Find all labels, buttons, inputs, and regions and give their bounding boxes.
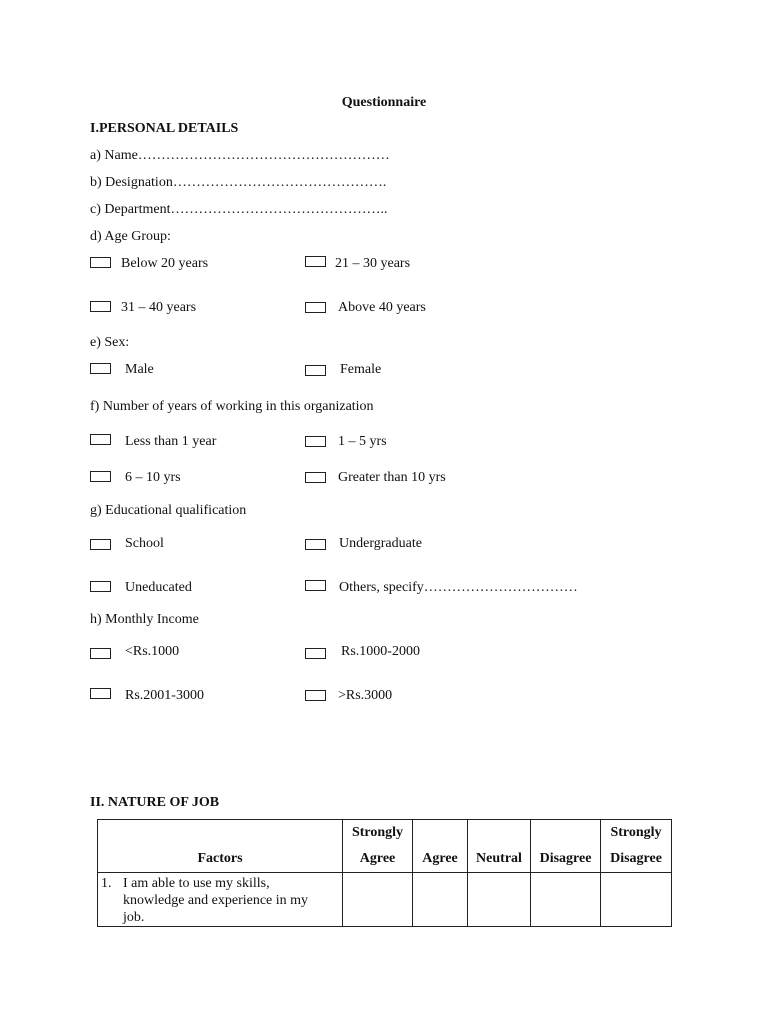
response-disagree-cell[interactable]	[531, 873, 601, 927]
edu-others-label[interactable]: Others, specify……………………………	[339, 580, 578, 595]
age-below-20-checkbox[interactable]	[90, 257, 111, 268]
years-1-5-label: 1 – 5 yrs	[338, 434, 387, 449]
income-gt-3000-label: >Rs.3000	[338, 688, 393, 703]
age-21-30-checkbox[interactable]	[305, 256, 326, 267]
strongly-agree-line1: Strongly	[351, 825, 404, 840]
edu-school-checkbox[interactable]	[90, 539, 111, 550]
years-greater-10-label: Greater than 10 yrs	[338, 470, 446, 485]
income-2001-3000-checkbox[interactable]	[90, 688, 111, 699]
neutral-header-text: Neutral	[476, 851, 522, 866]
age-above-40-label: Above 40 years	[338, 300, 426, 315]
age-31-40-checkbox[interactable]	[90, 301, 111, 312]
section-nature-of-job-heading: II. NATURE OF JOB	[90, 795, 220, 810]
table-row	[98, 873, 672, 927]
response-strongly-agree-cell[interactable]	[343, 873, 413, 927]
strongly-agree-line2: Agree	[359, 851, 396, 866]
income-gt-3000-checkbox[interactable]	[305, 690, 326, 701]
table-header-row	[98, 820, 672, 873]
response-agree-cell[interactable]	[413, 873, 468, 927]
department-field[interactable]: c) Department………………………………………..	[90, 202, 388, 217]
edu-others-checkbox[interactable]	[305, 580, 326, 591]
factors-header-text: Factors	[197, 851, 243, 866]
factor-number: 1.	[101, 876, 112, 891]
income-lt-1000-label: <Rs.1000	[125, 644, 180, 659]
years-1-5-checkbox[interactable]	[305, 436, 326, 447]
factor-text: I am able to use my skills, knowledge and experience in my job.	[123, 876, 309, 925]
years-6-10-checkbox[interactable]	[90, 471, 111, 482]
col-header-strongly-disagree	[601, 820, 672, 873]
response-strongly-disagree-cell[interactable]	[601, 873, 672, 927]
years-6-10-label: 6 – 10 yrs	[125, 470, 181, 485]
col-header-disagree	[531, 820, 601, 873]
income-label: h) Monthly Income	[90, 612, 199, 627]
income-1000-2000-label: Rs.1000-2000	[341, 644, 420, 659]
col-header-factors	[98, 820, 343, 873]
name-field[interactable]: a) Name………………………………………………	[90, 148, 390, 163]
agree-header-text: Agree	[422, 851, 458, 866]
edu-school-label: School	[125, 536, 164, 551]
age-21-30-label: 21 – 30 years	[335, 256, 411, 271]
years-less-1-label: Less than 1 year	[125, 434, 217, 449]
page-title: Questionnaire	[341, 95, 427, 110]
response-neutral-cell[interactable]	[468, 873, 531, 927]
designation-field[interactable]: b) Designation……………………………………….	[90, 175, 387, 190]
sex-male-label: Male	[125, 362, 154, 377]
education-label: g) Educational qualification	[90, 503, 247, 518]
sex-female-label: Female	[340, 362, 382, 377]
age-group-label: d) Age Group:	[90, 229, 171, 244]
strongly-disagree-line2: Disagree	[610, 851, 662, 866]
factor-cell	[98, 873, 343, 927]
age-below-20-label: Below 20 years	[121, 256, 209, 271]
nature-of-job-table	[97, 819, 672, 927]
edu-uneducated-checkbox[interactable]	[90, 581, 111, 592]
sex-male-checkbox[interactable]	[90, 363, 111, 374]
income-2001-3000-label: Rs.2001-3000	[125, 688, 204, 703]
years-greater-10-checkbox[interactable]	[305, 472, 326, 483]
age-31-40-label: 31 – 40 years	[121, 300, 197, 315]
edu-undergraduate-label: Undergraduate	[339, 536, 422, 551]
years-less-1-checkbox[interactable]	[90, 434, 111, 445]
years-working-label: f) Number of years of working in this organization	[90, 399, 374, 414]
strongly-disagree-line1: Strongly	[610, 825, 662, 840]
section-personal-details-heading: I.PERSONAL DETAILS	[90, 121, 239, 136]
col-header-strongly-agree	[343, 820, 413, 873]
edu-uneducated-label: Uneducated	[125, 580, 192, 595]
sex-label: e) Sex:	[90, 335, 130, 350]
income-lt-1000-checkbox[interactable]	[90, 648, 111, 659]
col-header-neutral	[468, 820, 531, 873]
age-above-40-checkbox[interactable]	[305, 302, 326, 313]
disagree-header-text: Disagree	[539, 851, 592, 866]
col-header-agree	[413, 820, 468, 873]
edu-undergraduate-checkbox[interactable]	[305, 539, 326, 550]
sex-female-checkbox[interactable]	[305, 365, 326, 376]
income-1000-2000-checkbox[interactable]	[305, 648, 326, 659]
